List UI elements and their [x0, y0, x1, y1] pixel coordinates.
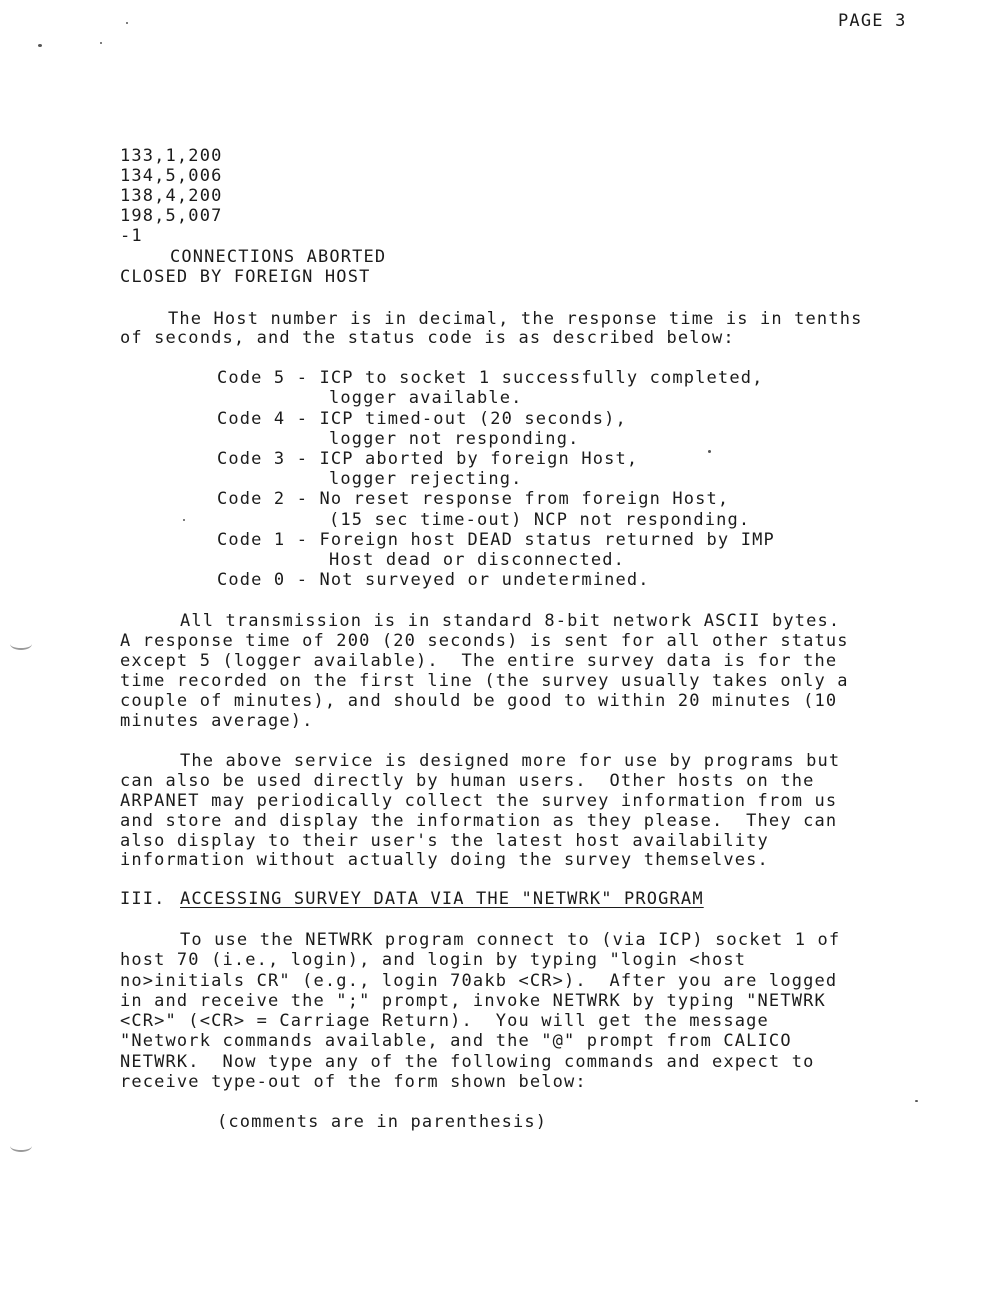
code-line: Code 3 - ICP aborted by foreign Host, — [217, 449, 639, 469]
paragraph-line: The above service is designed more for use by programs but — [180, 751, 841, 771]
code-line: Code 5 - ICP to socket 1 successfully completed, — [217, 368, 764, 388]
closed-by-foreign-line: CLOSED BY FOREIGN HOST — [120, 267, 371, 287]
paragraph-line: To use the NETWRK program connect to (via ICP) socket 1 of — [180, 930, 841, 950]
section-title: ACCESSING SURVEY DATA VIA THE "NETWRK" PROGRAM — [180, 889, 704, 909]
survey-line: 133,1,200 — [120, 146, 223, 166]
code-line: logger rejecting. — [329, 469, 523, 489]
scan-speck — [708, 450, 711, 453]
paragraph-line: host 70 (i.e., login), and login by typing "login <host — [120, 950, 747, 970]
paragraph-line: time recorded on the first line (the survey usually takes only a — [120, 671, 849, 691]
paragraph-line: NETWRK. Now type any of the following commands and expect to — [120, 1052, 815, 1072]
code-line: (15 sec time-out) NCP not responding. — [329, 510, 751, 530]
scan-speck — [38, 44, 42, 47]
section-number: III. — [120, 889, 166, 909]
paragraph-line: of seconds, and the status code is as described below: — [120, 328, 735, 348]
paragraph-line: <CR>" (<CR> = Carriage Return). You will get the message — [120, 1011, 769, 1031]
paragraph-line: no>initials CR" (e.g., login 70akb <CR>). After you are logged — [120, 971, 838, 991]
survey-line: 138,4,200 — [120, 186, 223, 206]
scan-speck — [100, 42, 102, 44]
scan-speck — [915, 1100, 918, 1102]
binder-mark — [10, 1140, 32, 1152]
survey-line: -1 — [120, 226, 143, 246]
paragraph-line: can also be used directly by human users. Other hosts on the — [120, 771, 815, 791]
paragraph-line: information without actually doing the survey themselves. — [120, 850, 769, 870]
code-line: Host dead or disconnected. — [329, 550, 626, 570]
page-number: PAGE 3 — [838, 11, 907, 31]
paragraph-line: except 5 (logger available). The entire survey data is for the — [120, 651, 838, 671]
survey-line: 134,5,006 — [120, 166, 223, 186]
connections-aborted-line: CONNECTIONS ABORTED — [170, 247, 387, 267]
paragraph-line: in and receive the ";" prompt, invoke NETWRK by typing "NETWRK — [120, 991, 826, 1011]
paragraph-line: All transmission is in standard 8-bit network ASCII bytes. — [180, 611, 841, 631]
paragraph-line: minutes average). — [120, 711, 314, 731]
comment-note: (comments are in parenthesis) — [217, 1112, 548, 1132]
paragraph-line: "Network commands available, and the "@" prompt from CALICO — [120, 1031, 792, 1051]
scan-speck — [183, 519, 185, 521]
scan-speck — [126, 22, 128, 24]
paragraph-line: receive type-out of the form shown below: — [120, 1072, 587, 1092]
paragraph-line: ARPANET may periodically collect the survey information from us — [120, 791, 838, 811]
paragraph-line: and store and display the information as they please. They can — [120, 811, 838, 831]
code-line: logger available. — [329, 388, 523, 408]
code-line: logger not responding. — [329, 429, 580, 449]
code-line: Code 0 - Not surveyed or undetermined. — [217, 570, 650, 590]
paragraph-line: couple of minutes), and should be good to within 20 minutes (10 — [120, 691, 838, 711]
paragraph-line: also display to their user's the latest host availability — [120, 831, 769, 851]
paragraph-line: The Host number is in decimal, the response time is in tenths — [168, 309, 863, 329]
binder-mark — [10, 638, 32, 650]
survey-line: 198,5,007 — [120, 206, 223, 226]
code-line: Code 2 - No reset response from foreign Host, — [217, 489, 730, 509]
code-line: Code 1 - Foreign host DEAD status returned by IMP — [217, 530, 775, 550]
code-line: Code 4 - ICP timed-out (20 seconds), — [217, 409, 627, 429]
paragraph-line: A response time of 200 (20 seconds) is sent for all other status — [120, 631, 849, 651]
